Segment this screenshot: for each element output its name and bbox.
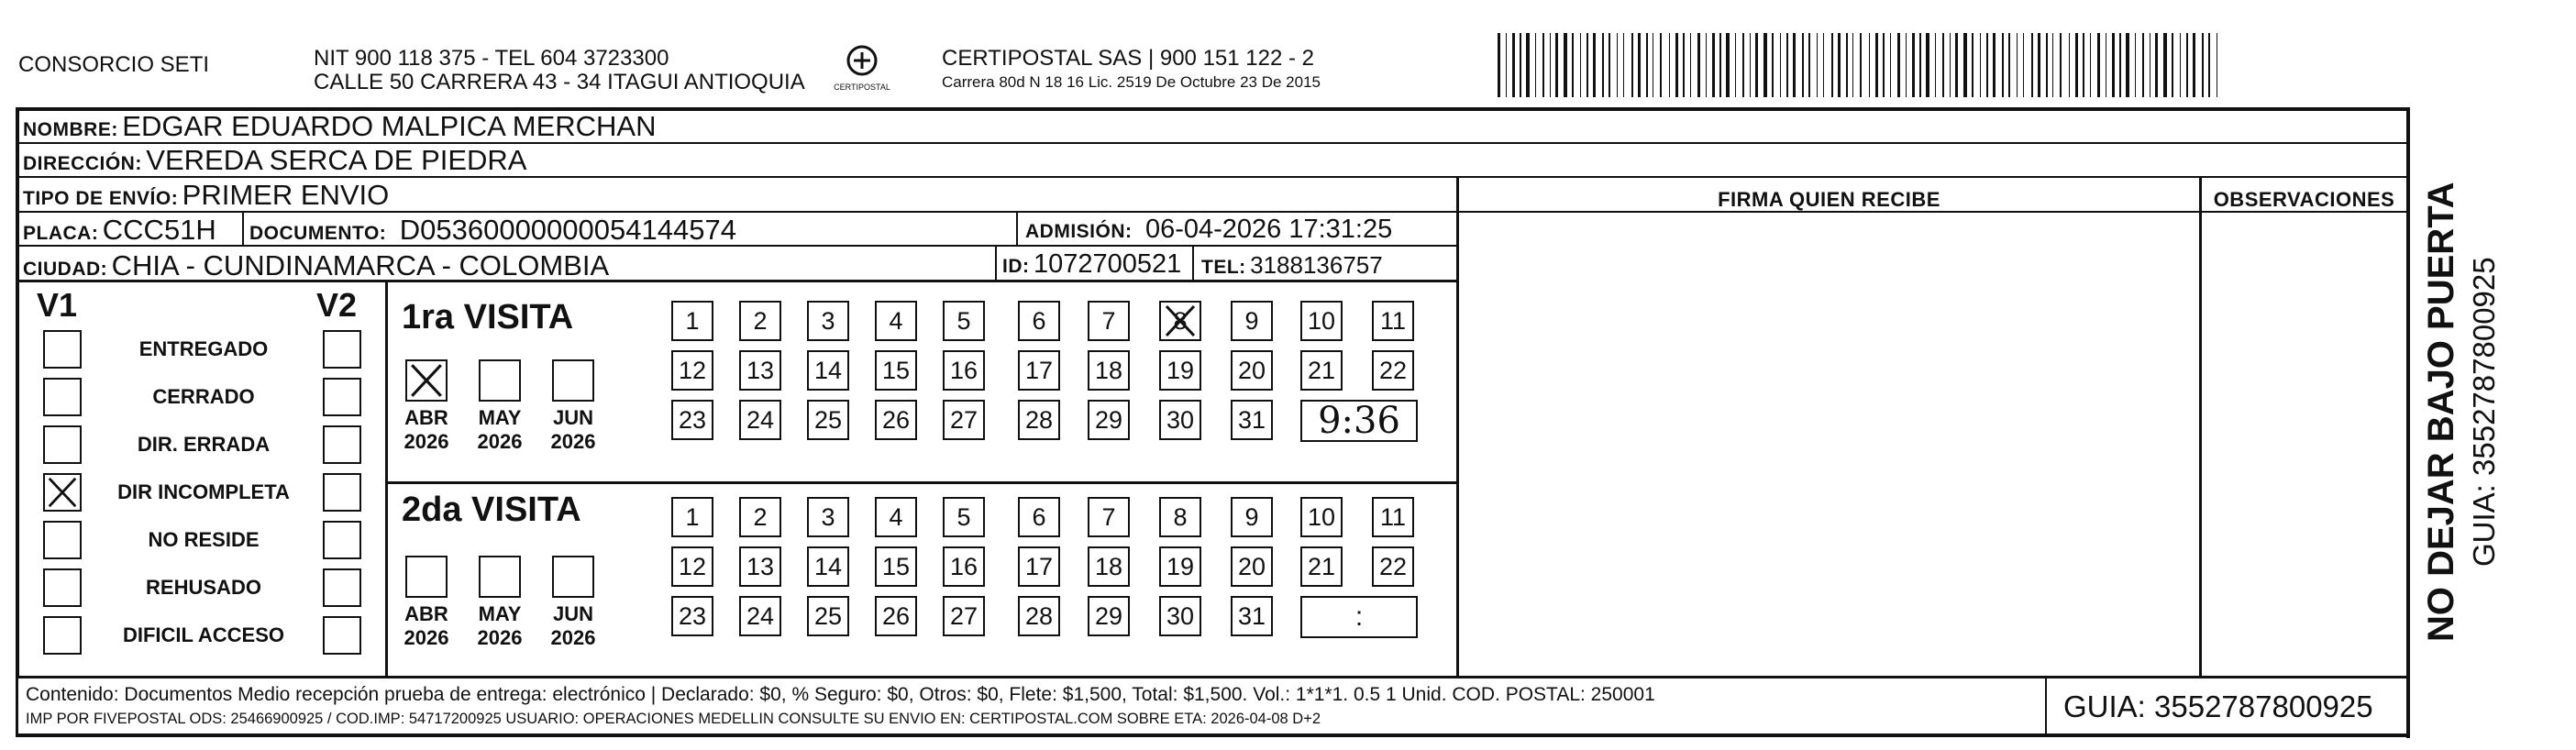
day-number: 21 [1307, 552, 1336, 580]
v2-checkbox[interactable] [323, 521, 361, 559]
day-number: 9 [1244, 306, 1259, 335]
footer-contenido: Contenido: Documentos Medio recepción prueba de entrega: electrónico | Declarado: $0, % Seguro: $0, Otros: $0, Flete: $1,500, Total: $1,500. Vol.: 1*1*1. 0.5 1 Unid. COD. POSTAL: 250001 [26, 684, 1655, 705]
v2-label: V2 [316, 286, 358, 324]
month-checkbox[interactable] [552, 556, 594, 598]
day-number: 1 [685, 502, 700, 531]
month-year: 2026 [404, 626, 449, 649]
day-number: 23 [678, 405, 707, 434]
day-number: 14 [813, 356, 843, 384]
day-box[interactable] [875, 596, 917, 636]
v2-checkbox[interactable] [323, 568, 361, 607]
day-number: 22 [1378, 552, 1408, 580]
tipo-envio-field [23, 179, 389, 212]
nombre-value: EDGAR EDUARDO MALPICA MERCHAN [122, 110, 657, 142]
day-box[interactable] [1231, 400, 1273, 440]
time-value: : [1354, 601, 1364, 632]
day-number: 13 [746, 356, 775, 384]
day-number: 27 [949, 601, 978, 630]
id-value: 1072700521 [1033, 249, 1182, 279]
day-box[interactable] [943, 400, 985, 440]
side-guia: GUIA: 3552787800925 [2467, 257, 2501, 567]
v2-checkbox[interactable] [323, 330, 361, 369]
month-year: 2026 [477, 626, 523, 649]
month-checkbox[interactable] [479, 556, 521, 598]
month-checkbox[interactable] [552, 359, 594, 402]
firma-header: FIRMA QUIEN RECIBE [1718, 188, 1940, 211]
day-number: 30 [1166, 405, 1195, 434]
day-number: 11 [1379, 306, 1407, 335]
documento-field [249, 214, 736, 247]
day-box[interactable] [1372, 497, 1414, 537]
certipostal-logo [821, 42, 903, 99]
v1-checkbox[interactable] [43, 330, 82, 369]
month-name: JUN [552, 406, 593, 429]
day-number: 3 [821, 306, 835, 335]
day-number: 9 [1244, 502, 1259, 531]
day-number: 24 [746, 405, 775, 434]
signature-area[interactable] [1460, 213, 2198, 675]
month-label [399, 602, 454, 650]
day-number: 26 [881, 405, 911, 434]
month-name: MAY [478, 602, 522, 625]
tel-field [1201, 251, 1383, 280]
month-year: 2026 [550, 626, 596, 649]
month-year: 2026 [477, 430, 523, 453]
day-number: 31 [1237, 405, 1266, 434]
day-box[interactable] [1231, 596, 1273, 636]
day-box[interactable] [807, 497, 849, 537]
month-year: 2026 [404, 430, 449, 453]
day-number: 7 [1101, 306, 1116, 335]
day-box[interactable] [807, 596, 849, 636]
day-box[interactable] [739, 301, 781, 341]
visit1-title: 1ra VISITA [402, 298, 574, 336]
placa-field [23, 214, 216, 247]
month-name: ABR [404, 602, 448, 625]
day-number: 25 [813, 405, 843, 434]
tel-value: 3188136757 [1250, 251, 1383, 279]
day-number: 5 [956, 502, 971, 531]
documento-value: D05360000000054144574 [399, 214, 736, 246]
barcode [1498, 33, 2227, 97]
day-box[interactable] [943, 596, 985, 636]
day-number: 18 [1094, 356, 1123, 384]
v1-checkbox[interactable] [43, 616, 82, 655]
time-field[interactable] [1300, 400, 1418, 442]
day-box[interactable] [1018, 350, 1060, 391]
no-dejar-warning: NO DEJAR BAJO PUERTA [2421, 182, 2461, 642]
documento-label: DOCUMENTO: [249, 223, 387, 244]
day-box[interactable] [1088, 596, 1130, 636]
day-box[interactable] [807, 400, 849, 440]
reason-label: DIR INCOMPLETA [117, 480, 290, 503]
day-box[interactable] [875, 400, 917, 440]
day-box[interactable] [739, 400, 781, 440]
day-box[interactable] [875, 301, 917, 341]
day-box[interactable] [875, 350, 917, 391]
day-number: 2 [753, 306, 768, 335]
month-name: MAY [478, 406, 522, 429]
day-number: 14 [813, 552, 843, 580]
admision-label: ADMISIÓN: [1025, 221, 1133, 242]
day-box[interactable] [1231, 301, 1273, 341]
day-number: 26 [881, 601, 911, 630]
v2-checkbox[interactable] [323, 616, 361, 655]
month-label [472, 602, 527, 650]
v1-checkbox[interactable] [43, 521, 82, 559]
day-number: 13 [746, 552, 775, 580]
tel-label: TEL: [1201, 257, 1246, 278]
admision-value: 06-04-2026 17:31:25 [1144, 215, 1393, 244]
day-box[interactable] [671, 497, 713, 537]
day-box[interactable] [1159, 400, 1201, 440]
day-number: 12 [678, 552, 707, 580]
tipo-envio-value: PRIMER ENVIO [182, 179, 390, 211]
day-box[interactable] [1372, 301, 1414, 341]
license-line: Carrera 80d N 18 16 Lic. 2519 De Octubre 23 De 2015 [942, 73, 1321, 91]
day-number: 10 [1307, 306, 1336, 335]
day-box[interactable] [739, 546, 781, 587]
time-field[interactable] [1300, 596, 1418, 638]
day-number: 8 [1173, 306, 1188, 335]
day-number: 6 [1032, 306, 1046, 335]
direccion-value: VEREDA SERCA DE PIEDRA [146, 144, 527, 176]
day-number: 11 [1379, 502, 1407, 531]
day-box[interactable] [943, 350, 985, 391]
day-box[interactable] [1300, 301, 1343, 341]
observaciones-header: OBSERVACIONES [2213, 188, 2395, 211]
day-box[interactable] [1088, 400, 1130, 440]
day-box[interactable] [1300, 497, 1343, 537]
day-box[interactable] [671, 400, 713, 440]
footer-imp-line: IMP POR FIVEPOSTAL ODS: 25466900925 / COD.IMP: 54717200925 USUARIO: OPERACIONES MEDELLIN CONSULTE SU ENVIO EN: CERTIPOSTAL.COM SOBRE ETA: 2026-04-08 D+2 [26, 711, 1321, 727]
day-box[interactable] [1088, 546, 1130, 587]
month-checkbox[interactable] [479, 359, 521, 402]
day-number: 8 [1173, 502, 1188, 531]
day-number: 17 [1024, 356, 1054, 384]
day-number: 28 [1024, 405, 1054, 434]
day-box[interactable] [671, 350, 713, 391]
day-box[interactable] [1159, 546, 1201, 587]
day-box[interactable] [1372, 350, 1414, 391]
v2-checkbox[interactable] [323, 473, 361, 512]
day-box[interactable] [943, 546, 985, 587]
day-number: 4 [889, 306, 903, 335]
day-number: 7 [1101, 502, 1116, 531]
reason-label: CERRADO [152, 385, 255, 408]
address-line: CALLE 50 CARRERA 43 - 34 ITAGUI ANTIOQUIA [314, 70, 805, 94]
day-box[interactable] [1231, 497, 1273, 537]
v1-checkbox[interactable] [43, 473, 82, 512]
month-label [399, 406, 454, 454]
day-number: 15 [881, 552, 911, 580]
month-name: JUN [552, 602, 593, 625]
day-box[interactable] [1088, 350, 1130, 391]
day-number: 28 [1024, 601, 1054, 630]
day-number: 10 [1307, 502, 1336, 531]
certipostal-line: CERTIPOSTAL SAS | 900 151 122 - 2 [942, 46, 1314, 71]
day-box[interactable] [1018, 546, 1060, 587]
day-number: 5 [956, 306, 971, 335]
day-number: 18 [1094, 552, 1123, 580]
day-box[interactable] [1018, 497, 1060, 537]
day-box[interactable] [807, 350, 849, 391]
company-name: CONSORCIO SETI [18, 52, 210, 77]
day-number: 29 [1094, 405, 1123, 434]
day-box[interactable] [943, 497, 985, 537]
ciudad-label: CIUDAD: [23, 259, 108, 280]
day-number: 21 [1307, 356, 1336, 384]
day-box[interactable] [671, 596, 713, 636]
day-number: 20 [1237, 356, 1266, 384]
day-box[interactable] [1159, 497, 1201, 537]
v1-label: V1 [37, 286, 78, 324]
day-box[interactable] [875, 497, 917, 537]
day-box[interactable] [739, 596, 781, 636]
reason-label: REHUSADO [146, 576, 261, 599]
day-number: 19 [1166, 552, 1195, 580]
day-box[interactable] [807, 301, 849, 341]
day-box[interactable] [671, 546, 713, 587]
v2-checkbox[interactable] [323, 425, 361, 464]
month-label [546, 406, 601, 454]
v2-checkbox[interactable] [323, 378, 361, 416]
day-number: 19 [1166, 356, 1195, 384]
day-number: 4 [889, 502, 903, 531]
direccion-field [23, 144, 526, 177]
day-number: 30 [1166, 601, 1195, 630]
reason-label: ENTREGADO [138, 337, 269, 360]
id-label: ID: [1002, 256, 1030, 277]
placa-value: CCC51H [102, 214, 216, 246]
day-number: 23 [678, 601, 707, 630]
placa-label: PLACA: [23, 223, 99, 244]
day-box[interactable] [1018, 596, 1060, 636]
observations-area[interactable] [2203, 213, 2405, 675]
month-name: ABR [404, 406, 448, 429]
day-box[interactable] [739, 350, 781, 391]
day-box[interactable] [739, 497, 781, 537]
day-number: 3 [821, 502, 835, 531]
nombre-label: NOMBRE: [23, 119, 118, 140]
v1-checkbox[interactable] [43, 378, 82, 416]
reason-label: DIFICIL ACCESO [122, 623, 284, 646]
day-number: 17 [1024, 552, 1054, 580]
day-box[interactable] [671, 301, 713, 341]
nombre-field [23, 110, 657, 143]
month-label [472, 406, 527, 454]
admision-field [1025, 215, 1392, 245]
direccion-label: DIRECCIÓN: [23, 153, 142, 174]
day-box[interactable] [1231, 350, 1273, 391]
day-number: 20 [1237, 552, 1266, 580]
day-number: 12 [678, 356, 707, 384]
reason-label: DIR. ERRADA [137, 433, 271, 456]
day-number: 22 [1378, 356, 1408, 384]
day-number: 1 [685, 306, 700, 335]
v1-checkbox[interactable] [43, 425, 82, 464]
day-box[interactable] [1088, 301, 1130, 341]
footer-guia: GUIA: 3552787800925 [2063, 689, 2373, 723]
month-checkbox[interactable] [405, 556, 448, 598]
visit2-title: 2da VISITA [402, 491, 581, 529]
id-field [1002, 249, 1181, 280]
month-checkbox[interactable] [405, 359, 448, 402]
day-number: 24 [746, 601, 775, 630]
day-box[interactable] [1300, 546, 1343, 587]
tipo-envio-label: TIPO DE ENVÍO: [23, 188, 179, 209]
day-box[interactable] [1300, 350, 1343, 391]
time-value: 9:36 [1318, 400, 1400, 442]
day-box[interactable] [1159, 350, 1201, 391]
ciudad-field [23, 249, 609, 282]
month-label [546, 602, 601, 650]
day-number: 16 [949, 356, 978, 384]
reason-label: NO RESIDE [148, 528, 260, 551]
day-number: 6 [1032, 502, 1046, 531]
day-box[interactable] [1018, 301, 1060, 341]
ciudad-value: CHIA - CUNDINAMARCA - COLOMBIA [111, 249, 610, 281]
day-box[interactable] [1159, 301, 1201, 341]
day-number: 31 [1237, 601, 1266, 630]
day-number: 25 [813, 601, 843, 630]
day-number: 27 [949, 405, 978, 434]
day-number: 16 [949, 552, 978, 580]
day-box[interactable] [1088, 497, 1130, 537]
v1-checkbox[interactable] [43, 568, 82, 607]
logo-text: CERTIPOSTAL [834, 83, 890, 92]
day-box[interactable] [1018, 400, 1060, 440]
day-number: 15 [881, 356, 911, 384]
day-box[interactable] [807, 546, 849, 587]
day-box[interactable] [943, 301, 985, 341]
day-number: 29 [1094, 601, 1123, 630]
nit-line: NIT 900 118 375 - TEL 604 3723300 [314, 46, 669, 71]
month-year: 2026 [550, 430, 596, 453]
day-box[interactable] [1159, 596, 1201, 636]
day-box[interactable] [1231, 546, 1273, 587]
day-number: 2 [753, 502, 768, 531]
day-box[interactable] [875, 546, 917, 587]
day-box[interactable] [1372, 546, 1414, 587]
day-check-mark [1161, 303, 1200, 339]
